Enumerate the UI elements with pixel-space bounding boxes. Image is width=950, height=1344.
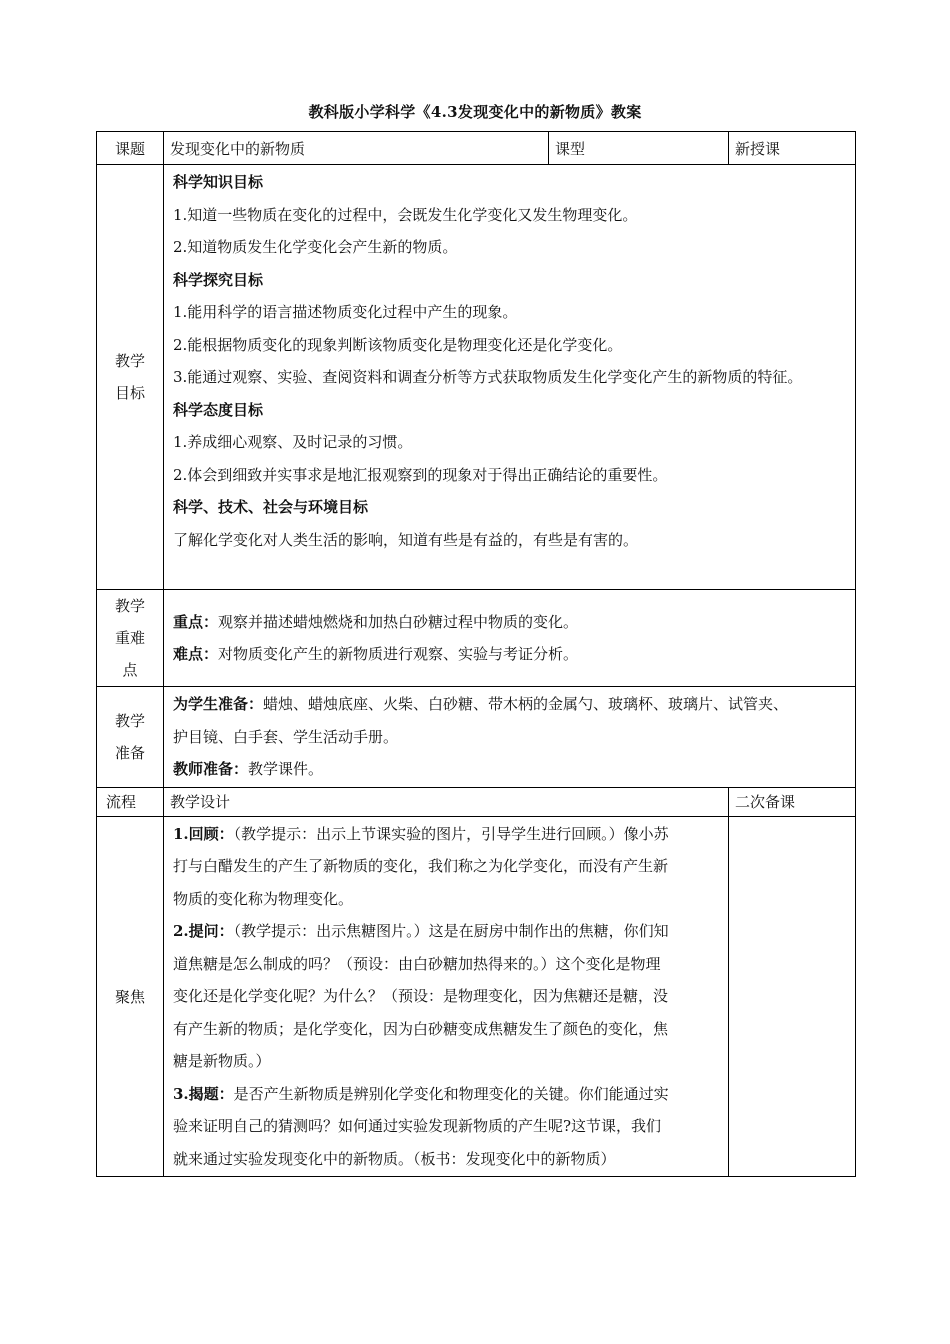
secondary-prep-cell	[729, 816, 856, 1177]
objectives-label-line: 目标	[114, 384, 145, 402]
preparation-label	[97, 687, 164, 788]
knowledge-goal-heading: 科学知识目标	[173, 173, 264, 191]
focus-stage-label: 聚焦	[97, 816, 164, 1177]
key-points-row	[97, 590, 856, 687]
focus-stage-row	[97, 816, 856, 1177]
reveal-label: 3.揭题：	[173, 1084, 234, 1103]
focus-label: 重点：	[173, 612, 219, 631]
key-points-label	[97, 590, 164, 687]
objectives-label	[97, 165, 164, 590]
teacher-prep-text: 教学课件。	[248, 760, 324, 778]
knowledge-goal-item: 1.知道一些物质在变化的过程中，会既发生化学变化又发生物理变化。	[173, 205, 638, 224]
inquiry-goal-item: 2.能根据物质变化的现象判断该物质变化是物理变化还是化学变化。	[173, 335, 623, 354]
key-points-label-line: 重难	[114, 629, 145, 647]
review-text: 物质的变化称为物理变化。	[173, 889, 354, 908]
objectives-row	[97, 165, 856, 590]
objectives-label-line: 教学	[114, 352, 145, 370]
preparation-label-line: 教学	[114, 711, 145, 730]
knowledge-goal-item: 2.知道物质发生化学变化会产生新的物质。	[173, 238, 458, 256]
difficulty-label: 难点：	[173, 645, 219, 663]
reveal-text: 就来通过实验发现变化中的新物质。（板书：发现变化中的新物质）	[173, 1149, 616, 1168]
key-points-label-line: 教学	[114, 597, 145, 615]
sts-goal-heading: 科学、技术、社会与环境目标	[173, 498, 369, 516]
teacher-prep-label: 教师准备：	[173, 760, 249, 778]
preparation-row	[97, 687, 856, 788]
review-label: 1.回顾：	[173, 824, 234, 843]
question-text: 有产生新的物质；是化学变化，因为白砂糖变成焦糖发生了颜色的变化，焦	[173, 1019, 669, 1038]
type-value: 新授课	[729, 132, 856, 165]
review-text: （教学提示：出示上节课实验的图片，引导学生进行回顾。）像小苏	[233, 824, 669, 843]
inquiry-goal-item: 3.能通过观察、实验、查阅资料和调查分析等方式获取物质发生化学变化产生的新物质的特征。	[173, 368, 803, 386]
focus-stage-content	[164, 816, 729, 1177]
design-header: 教学设计	[164, 787, 729, 816]
inquiry-goal-item: 1.能用科学的语言描述物质变化过程中产生的现象。	[173, 303, 518, 321]
inquiry-goal-heading: 科学探究目标	[173, 270, 264, 289]
question-text: 变化还是化学变化呢？为什么？（预设：是物理变化，因为焦糖还是糖，没	[173, 987, 669, 1005]
student-prep-text-cont: 护目镜、白手套、学生活动手册。	[173, 727, 399, 746]
student-prep-label: 为学生准备：	[173, 695, 264, 713]
reveal-text: 是否产生新物质是辨别化学变化和物理变化的关键。你们能通过实	[233, 1084, 669, 1103]
attitude-goal-item: 2.体会到细致并实事求是地汇报观察到的现象对于得出正确结论的重要性。	[173, 465, 668, 484]
key-points-label-line: 点	[122, 661, 138, 679]
lesson-label: 课题	[97, 132, 164, 165]
key-points-content	[164, 590, 856, 687]
question-text: （教学提示：出示焦糖图片。）这是在厨房中制作出的焦糖，你们知	[233, 922, 669, 940]
preparation-label-line: 准备	[114, 743, 145, 762]
reveal-text: 验来证明自己的猜测吗？如何通过实验发现新物质的产生呢?这节课，我们	[173, 1117, 662, 1135]
student-prep-text: 蜡烛、蜡烛底座、火柴、白砂糖、带木柄的金属勺、玻璃杯、玻璃片、试管夹、	[263, 695, 789, 713]
difficulty-text: 对物质变化产生的新物质进行观察、实验与考证分析。	[218, 645, 579, 663]
lesson-value: 发现变化中的新物质	[164, 132, 549, 165]
type-label: 课型	[549, 132, 729, 165]
question-text: 道焦糖是怎么制成的吗？（预设：由白砂糖加热得来的。）这个变化是物理	[173, 954, 661, 973]
lesson-plan-table	[96, 131, 856, 1177]
review-text: 打与白醋发生的产生了新物质的变化，我们称之为化学变化，而没有产生新	[173, 857, 669, 875]
objectives-content	[164, 165, 856, 590]
focus-text: 观察并描述蜡烛燃烧和加热白砂糖过程中物质的变化。	[218, 612, 579, 631]
sts-goal-item: 了解化学变化对人类生活的影响，知道有些是有益的，有些是有害的。	[173, 530, 639, 549]
document-title: 教科版小学科学《4.3发现变化中的新物质》教案	[308, 103, 642, 121]
header-row	[97, 132, 856, 165]
secondary-prep-header: 二次备课	[729, 787, 856, 816]
question-label: 2.提问：	[173, 922, 234, 940]
attitude-goal-heading: 科学态度目标	[173, 400, 264, 419]
flow-header: 流程	[97, 787, 164, 816]
process-header-row	[97, 787, 856, 816]
preparation-content	[164, 687, 856, 788]
attitude-goal-item: 1.养成细心观察、及时记录的习惯。	[173, 433, 413, 451]
question-text: 糖是新物质。）	[173, 1052, 271, 1070]
